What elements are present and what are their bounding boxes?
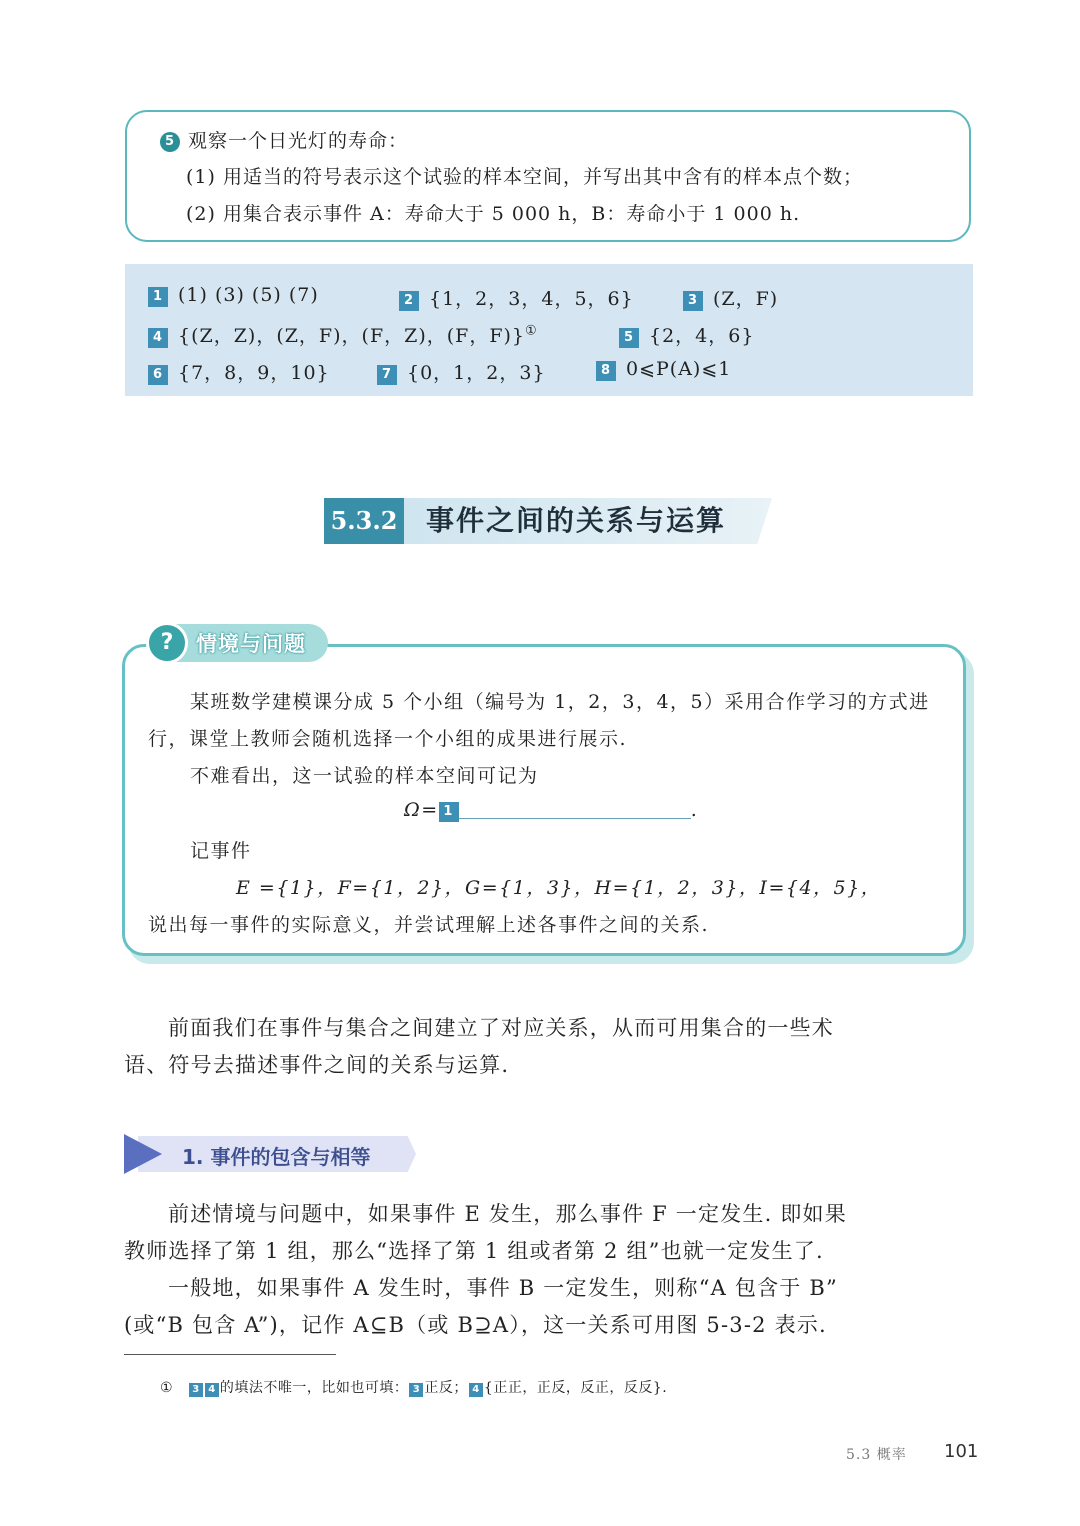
blank-number: 1 xyxy=(439,802,459,822)
scenario-p2: 不难看出，这一试验的样本空间可记为 xyxy=(190,765,539,787)
answer-8: 8 0⩽P(A)⩽1 xyxy=(596,358,731,381)
section-title: 事件之间的关系与运算 xyxy=(426,504,727,537)
scenario-p4: 说出每一事件的实际意义，并尝试理解上述各事件之间的关系. xyxy=(148,914,710,936)
section-number: 5.3.2 xyxy=(324,498,404,544)
intro-line-2: 语、符号去描述事件之间的关系与运算. xyxy=(124,1053,510,1077)
footnote-rule xyxy=(124,1354,336,1355)
subsection-title: 1. 事件的包含与相等 xyxy=(182,1145,371,1169)
body-line-3: 一般地，如果事件 A 发生时，事件 B 一定发生，则称“A 包含于 B” xyxy=(168,1276,838,1300)
scenario-p1a: 某班数学建模课分成 5 个小组（编号为 1，2，3，4，5）采用合作学习的方式进 xyxy=(190,691,930,713)
answer-5: 5 {2，4，6} xyxy=(619,321,754,348)
exercise-number: 5 xyxy=(160,132,180,152)
scenario-p3: 记事件 xyxy=(190,840,252,862)
scenario-events: E ={1}，F={1，2}，G={1，3}，H={1，2，3}，I={4，5}， xyxy=(236,877,882,899)
body-line-1: 前述情境与问题中，如果事件 E 发生，那么事件 F 一定发生. 即如果 xyxy=(168,1202,847,1226)
sample-space-line: Ω= 1 . xyxy=(404,799,699,821)
page-number: 101 xyxy=(944,1441,979,1462)
answer-6: 6 {7，8，9，10} xyxy=(148,358,330,385)
intro-line-1: 前面我们在事件与集合之间建立了对应关系，从而可用集合的一些术 xyxy=(168,1016,834,1040)
answer-7: 7 {0，1，2，3} xyxy=(377,358,546,385)
subsection-arrow-icon xyxy=(124,1134,162,1174)
page-section: 5.3 概率 xyxy=(846,1447,907,1463)
answer-blank xyxy=(459,800,691,819)
body-line-2: 教师选择了第 1 组，那么“选择了第 1 组或者第 2 组”也就一定发生了. xyxy=(124,1239,824,1263)
scenario-p1b: 行，课堂上教师会随机选择一个小组的成果进行展示. xyxy=(148,728,628,750)
answer-4: 4 {(Z，Z)，(Z，F)，(F，Z)，(F，F)}① xyxy=(148,321,538,348)
answer-3: 3 (Z，F) xyxy=(683,284,778,311)
scenario-label: 情境与问题 xyxy=(196,632,306,656)
exercise-q2: (2) 用集合表示事件 A：寿命大于 5 000 h，B：寿命小于 1 000 h. xyxy=(186,203,801,225)
answer-2: 2 {1，2，3，4，5，6} xyxy=(399,284,634,311)
exercise-title: 5 观察一个日光灯的寿命： xyxy=(160,126,408,153)
answer-1: 1 (1) (3) (5) (7) xyxy=(148,284,319,307)
exercise-q1: (1) 用适当的符号表示这个试验的样本空间，并写出其中含有的样本点个数； xyxy=(186,166,863,188)
section-heading xyxy=(324,498,772,544)
question-icon: ? xyxy=(146,622,188,664)
footnote: ① 3 4 的填法不唯一，比如也可填： 3 正反； 4 {正正，正反，反正，反反}. xyxy=(160,1380,668,1396)
body-line-4: (或“B 包含 A”)，记作 A⊆B（或 B⊇A），这一关系可用图 5-3-2 表示. xyxy=(124,1313,827,1337)
